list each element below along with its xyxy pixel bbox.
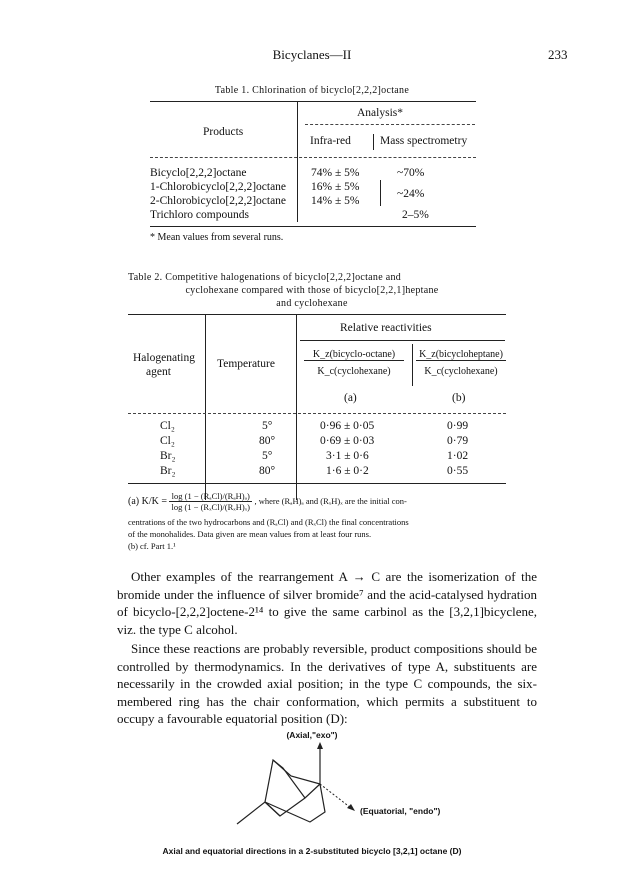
table2-label-b: (b) <box>452 392 466 404</box>
body-paragraph-1: Other examples of the rearrangement A → C are the isomerization of the bromide under the influence of silver bromide⁷ and the acid-catalysed hydration of bicyclo-[2,2,2]octene-2¹⁴ to give the same carbinol as the [3,2,1]bicyclene, viz. the type C alcohol. <box>117 569 537 637</box>
table2-note-line2: centrations of the two hydrocarbons and (RₐCl) and (RₓCl) the final concentrations <box>128 517 409 527</box>
table1-caption: Table 1. Chlorination of bicyclo[2,2,2]octane <box>214 85 410 96</box>
table1-row-product: Trichloro compounds <box>150 209 249 221</box>
figure-label-equatorial: (Equatorial, "endo") <box>360 806 441 816</box>
table1-row-ms: ~24% <box>397 188 425 200</box>
table1-col-divider <box>297 101 298 222</box>
table2-header-agent-1: Halogenating <box>133 352 195 364</box>
table1-footnote: * Mean values from several runs. <box>150 232 284 243</box>
table2-col-divider-2 <box>296 314 297 500</box>
table1-header-analysis: Analysis* <box>357 107 403 119</box>
table2-header-b-den: K_c(cyclohexane) <box>424 366 498 377</box>
table2-header-b-num: K_z(bicycloheptane) <box>416 349 506 361</box>
table2-row-a: 0·69 ± 0·03 <box>320 435 375 447</box>
table2-note-a-frac-den: log (1 − (RₓCl)/(RₓH)ₓ) <box>171 502 250 512</box>
table1-row-product: Bicyclo[2,2,2]octane <box>150 167 247 179</box>
table2-col-divider-1 <box>205 314 206 500</box>
table1-row-ir: 74% ± 5% <box>311 167 360 179</box>
table2-row-agent: Cl₂ <box>160 435 175 447</box>
table1-row-ms: 2–5% <box>402 209 429 221</box>
table1-header-products: Products <box>203 126 244 138</box>
table1-header-ms: Mass spectrometry <box>380 135 468 147</box>
table2-note-a-fraction <box>169 491 252 512</box>
table2-row-b: 0·99 <box>447 420 469 432</box>
body-paragraph-2: Since these reactions are probably reversible, product compositions should be controlled by thermodynamics. In the derivatives of type A, substituents are necessarily in the crowded axial position; in the type C compounds, the six-membered ring has the chair conformation, which permits a substituent to occupy a favourable equatorial position (D): <box>117 641 537 726</box>
table1-row-product: 1-Chlorobicyclo[2,2,2]octane <box>150 181 287 193</box>
table2-row-agent: Br₂ <box>160 450 176 462</box>
table1-row-product: 2-Chlorobicyclo[2,2,2]octane <box>150 195 287 207</box>
table2-header-agent-2: agent <box>146 366 171 378</box>
table2-row-temp: 80° <box>259 435 276 447</box>
table2-label-a: (a) <box>344 392 357 404</box>
table2-caption-line2: cyclohexane compared with those of bicyclo[2,2,1]heptane <box>185 285 439 296</box>
table1-subcol-divider <box>373 134 374 150</box>
table2-header-relative: Relative reactivities <box>340 322 432 334</box>
figure-label-axial: (Axial,"exo") <box>286 730 338 740</box>
table2-row-a: 3·1 ± 0·6 <box>326 450 369 462</box>
table2-note-a: (a) K/K = $\frac{\text{log (1 − (RₐCl)/(RₐH)ₐ)}}{\text{log (1 − (RₓCl)/(RₓH)ₓ)}}$ , where (RₐH)ₐ and (RₓH)ₓ are the initial con- <box>128 491 407 512</box>
table2-header-a-den: K_c(cyclohexane) <box>317 366 391 377</box>
table2-note-a-lead: (a) K <box>128 495 149 507</box>
table2-note-line3: of the monohalides. Data given are mean values from at least four runs. <box>128 529 372 539</box>
table1-top-rule <box>150 101 476 102</box>
table2-relative-rule <box>300 340 505 341</box>
table2-subcol-divider <box>412 344 413 386</box>
table2-row-temp: 5° <box>262 420 273 432</box>
table2-note-b: (b) cf. Part 1.¹ <box>128 541 176 551</box>
table2-row-temp: 5° <box>262 450 273 462</box>
table2-row-a: 1·6 ± 0·2 <box>326 465 369 477</box>
table2-row-temp: 80° <box>259 465 276 477</box>
table2-caption-line3: and cyclohexane <box>276 298 348 309</box>
table2-row-b: 1·02 <box>447 450 469 462</box>
table1-analysis-rule <box>305 124 475 125</box>
table2-note-a-eq: /K <box>148 495 159 507</box>
table2-row-agent: Cl₂ <box>160 420 175 432</box>
table2-bottom-rule <box>128 483 506 484</box>
table1-brace <box>380 180 381 206</box>
page-number: 233 <box>548 47 568 62</box>
figure-caption: Axial and equatorial directions in a 2-substituted bicyclo [3,2,1] octane (D) <box>162 846 462 856</box>
running-title: Bicyclanes—II <box>272 47 352 62</box>
table1-bottom-rule <box>150 226 476 227</box>
table1-row-ir: 14% ± 5% <box>311 195 360 207</box>
table1-header-rule <box>150 157 476 158</box>
table2-caption-line1: Table 2. Competitive halogenations of bicyclo[2,2,2]octane and <box>128 272 402 283</box>
table2-row-b: 0·79 <box>447 435 469 447</box>
table2-header-temperature: Temperature <box>217 358 275 370</box>
table2-row-b: 0·55 <box>447 465 469 477</box>
table2-header-rule <box>128 413 506 414</box>
table2-row-agent: Br₂ <box>160 465 176 477</box>
table2-row-a: 0·96 ± 0·05 <box>320 420 375 432</box>
table1-row-ir: 16% ± 5% <box>311 181 360 193</box>
table2-header-a-num: K_z(bicyclo-octane) <box>304 349 404 361</box>
table2-note-a-tail: , where (RₐH)ₐ and (RₓH)ₓ are the initial con- <box>254 495 407 506</box>
table2-top-rule <box>128 314 506 315</box>
table2-note-a-frac-num: log (1 − (RₐCl)/(RₐH)ₐ) <box>169 491 252 502</box>
table1-header-ir: Infra-red <box>310 135 351 147</box>
table1-row-ms: ~70% <box>397 167 425 179</box>
